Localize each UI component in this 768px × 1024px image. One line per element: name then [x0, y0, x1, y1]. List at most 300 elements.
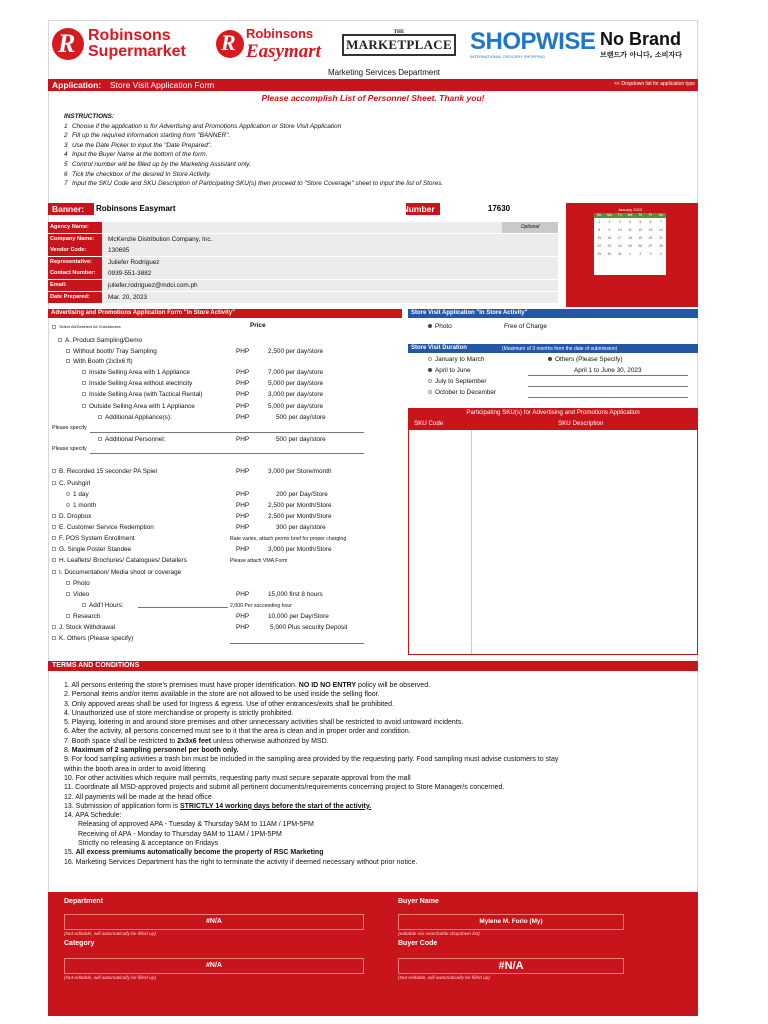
calendar-day[interactable]: 4: [659, 252, 662, 256]
ap-option[interactable]: [66, 491, 89, 498]
info-row: [48, 292, 558, 304]
department-field: #N/A: [64, 914, 364, 930]
info-field[interactable]: juliefer.rodriguez@mdci.com.ph: [102, 280, 558, 291]
calendar-day[interactable]: 12: [638, 228, 643, 232]
radio-icon[interactable]: [428, 357, 432, 361]
ap-option[interactable]: [52, 546, 131, 553]
logo-re-line2: Easymart: [246, 41, 321, 62]
text-entry-line[interactable]: [138, 607, 228, 608]
calendar-day[interactable]: 9: [608, 228, 611, 232]
buyer-code-field: #N/A: [398, 958, 624, 974]
ap-option[interactable]: [52, 635, 133, 642]
checkbox-icon[interactable]: [82, 381, 86, 385]
ap-option[interactable]: [52, 524, 154, 531]
ap-currency: PHP: [236, 613, 250, 620]
info-label: Vendor Code:: [48, 245, 102, 256]
terms-item: [64, 820, 664, 829]
checkbox-icon[interactable]: [66, 614, 70, 618]
calendar-day[interactable]: 18: [628, 236, 632, 240]
ap-option[interactable]: [66, 580, 90, 587]
instruction-number: 2: [64, 132, 68, 140]
terms-item: [64, 830, 664, 839]
ap-option-label: E. Customer Service Redemption: [59, 524, 154, 531]
calendar-day[interactable]: 4: [629, 220, 631, 224]
terms-item: [64, 848, 664, 857]
checkbox-icon[interactable]: [82, 392, 86, 396]
ap-option-label: B. Recorded 15 seconder PA Spiel: [59, 468, 157, 475]
checkbox-icon[interactable]: [52, 625, 56, 629]
calendar-month[interactable]: January 2023: [594, 207, 666, 213]
ap-currency: PHP: [236, 513, 250, 520]
calendar-day[interactable]: 7: [659, 220, 662, 224]
others-underline: [528, 375, 688, 376]
terms-bold-text: STRICTLY 14 working days before the start of the activity.: [179, 802, 372, 810]
store-visit-photo-option[interactable]: [428, 323, 452, 330]
ap-price: Rate varies, attach promo brief for proper charging: [230, 535, 347, 542]
terms-text: 13. Submission of application form is: [64, 802, 180, 810]
calendar-day[interactable]: 22: [597, 244, 602, 248]
ap-currency: PHP: [236, 414, 250, 421]
ap-form-title: Advertising and Promotions Application Form "In Store Activity": [48, 309, 402, 318]
instruction-text: Control number will be filled up by the Marketing Assistant only.: [72, 160, 251, 168]
ap-option-label: Photo: [73, 580, 90, 587]
ap-option-label: G. Single Poster Standee: [59, 546, 132, 553]
info-row: [48, 245, 558, 257]
terms-text: 16. Marketing Services Department has the right to terminate the activity if deemed necessary without prior notice.: [64, 858, 418, 866]
instruction-item: [64, 141, 624, 151]
info-row: [48, 234, 558, 246]
calendar-day[interactable]: 2: [608, 220, 611, 224]
ap-option-label: J. Stock Withdrawal: [59, 624, 116, 631]
checkbox-icon[interactable]: [52, 570, 56, 574]
calendar-day[interactable]: 1: [629, 252, 631, 256]
duration-note: (Maximum of 3 months from the date of submission): [502, 345, 618, 352]
calendar-day[interactable]: 11: [628, 228, 632, 232]
logo-sw-big: SHOPWISE: [470, 28, 596, 55]
please-specify-appliance-label: Please specify: [52, 425, 87, 431]
instruction-text: Choose if the application is for Advertising and Promotions Application or Store Visit Application: [72, 122, 342, 130]
ap-price: 500 per day/store: [276, 436, 326, 443]
application-type-select[interactable]: Store Visit Application Form: [110, 80, 215, 90]
ap-option-label: Additional Appliance(s):: [105, 414, 172, 421]
price-header: Price: [250, 322, 266, 329]
ap-price: 2,500 per day/store: [268, 348, 324, 355]
terms-item: [64, 811, 664, 820]
calendar-day[interactable]: 1: [598, 220, 601, 224]
others-underline-3: [528, 397, 688, 398]
checkbox-icon[interactable]: [66, 592, 70, 596]
ap-option-label: I. Documentation/ Media shoot or coverage: [59, 569, 182, 576]
ap-option[interactable]: [82, 602, 124, 609]
robinsons-r-icon: R: [52, 28, 84, 60]
ap-currency: PHP: [236, 348, 250, 355]
duration-option[interactable]: [428, 378, 487, 385]
ap-price: 300 per day/store: [276, 524, 326, 531]
logo-mp-big: MARKETPLACE: [346, 37, 452, 52]
category-label: Category: [64, 940, 95, 947]
info-row: [48, 257, 558, 269]
ap-currency: PHP: [236, 403, 250, 410]
terms-item: [64, 858, 664, 867]
info-field[interactable]: Mar. 20, 2023: [102, 292, 558, 303]
instruction-text: Input the Buyer Name at the bottom of the form.: [72, 151, 208, 159]
checkbox-icon[interactable]: [98, 415, 102, 419]
terms-text: 2. Personal items and/or items available in the store are not allowed to be used inside the selling floor.: [64, 691, 380, 699]
duration-option-label: July to September: [435, 378, 487, 385]
duration-others-value[interactable]: April 1 to June 30, 2023: [574, 367, 642, 374]
ap-option[interactable]: [52, 624, 115, 631]
ap-option-label: K. Others (Please specify): [59, 635, 134, 642]
buyer-code-label: Buyer Code: [398, 940, 438, 947]
instruction-item: [64, 160, 624, 170]
terms-text: 11. Coordinate all MSD-approved projects and submit all pertinent documents/requirements concerning project to Store Manager/s concerned.: [64, 784, 505, 792]
checkbox-icon[interactable]: [66, 359, 70, 363]
ap-option[interactable]: [52, 535, 135, 542]
ap-option[interactable]: [82, 369, 190, 376]
radio-icon[interactable]: [428, 390, 432, 394]
calendar-day[interactable]: 17: [617, 236, 622, 240]
sku-column-divider: [471, 430, 472, 654]
terms-item: [64, 774, 664, 783]
ap-option-label: Inside Selling Area without electricity: [89, 380, 193, 387]
terms-item: [64, 737, 664, 746]
calendar-day[interactable]: 27: [648, 244, 653, 248]
ap-price: 3,000 per Store/month: [268, 468, 332, 475]
calendar-weekday: Th: [635, 213, 645, 218]
application-label: Application:: [52, 80, 102, 90]
radio-icon[interactable]: [548, 357, 552, 361]
calendar-weekday: Fr: [645, 213, 655, 218]
ap-price: 7,000 per day/store: [268, 369, 324, 376]
calendar-weekday: Tu: [615, 213, 625, 218]
checkbox-icon[interactable]: [52, 469, 56, 473]
ap-currency: PHP: [236, 591, 250, 598]
checkbox-icon[interactable]: [82, 404, 86, 408]
terms-bold-text: NO ID NO ENTRY: [298, 682, 357, 689]
terms-item: [64, 727, 664, 736]
info-label: Date Prepared:: [48, 292, 102, 303]
terms-text: within the booth area in order to avoid littering: [64, 765, 206, 773]
calendar-day[interactable]: 14: [658, 228, 663, 232]
calendar-weekday: We: [625, 213, 635, 218]
ap-option[interactable]: [58, 337, 142, 344]
ap-price: 10,000 per Day/Store: [268, 613, 329, 620]
ap-currency: PHP: [236, 369, 250, 376]
ap-option[interactable]: [52, 468, 157, 475]
logo-rs-line2: Supermarket: [88, 43, 186, 60]
robinsons-supermarket-logo: [52, 26, 212, 66]
please-specify-personnel-label: Please specify: [52, 446, 87, 452]
info-row: [48, 268, 558, 280]
sku-title: Participating SKU(s) for Advertising and Promotions Application: [466, 409, 640, 416]
info-field[interactable]: [102, 222, 558, 233]
instruction-text: Use the Date Picker to input the "Date Prepared".: [72, 141, 212, 149]
ap-option-label: Without booth/ Tray Sampling: [73, 348, 157, 355]
ap-option-label: Outside Selling Area with 1 Appliance: [89, 403, 195, 410]
instruction-item: [64, 170, 624, 180]
select-all-checkbox[interactable]: [52, 324, 121, 329]
text-entry-line[interactable]: [230, 643, 364, 644]
info-row: [48, 280, 558, 292]
sku-code-header: SKU Code: [414, 420, 444, 427]
buyer-name-select[interactable]: Mylene M. Forio (My): [398, 914, 624, 930]
checkbox-icon[interactable]: [52, 525, 56, 529]
terms-item: [64, 690, 664, 699]
terms-item: [64, 700, 664, 709]
ap-currency: PHP: [236, 502, 250, 509]
calendar-day[interactable]: 6: [649, 220, 652, 224]
ap-currency: PHP: [236, 524, 250, 531]
radio-icon[interactable]: [66, 503, 70, 507]
instruction-text: Tick the checkbox of the desired In Store Activity.: [72, 170, 211, 178]
marketplace-logo: [342, 30, 456, 56]
ap-option[interactable]: [66, 502, 96, 509]
buyer-code-note: (Not editable, will automatically be filled up): [398, 976, 490, 981]
ap-option[interactable]: [66, 591, 89, 598]
notice-text: Please accomplish List of Personnel Sheet. Thank you!: [261, 93, 485, 103]
ap-option[interactable]: [98, 436, 165, 443]
terms-item: [64, 709, 664, 718]
ap-currency: PHP: [236, 380, 250, 387]
ap-price: 3,000 per Month/Store: [268, 546, 332, 553]
ap-option[interactable]: [52, 557, 187, 564]
terms-item: [64, 802, 664, 811]
info-field[interactable]: Juliefer Rodriguez: [102, 257, 558, 268]
calendar-day[interactable]: 25: [628, 244, 632, 248]
sku-description-header: SKU Description: [558, 420, 604, 427]
ap-price: 5,000 Plus security Deposit: [270, 624, 348, 631]
instruction-item: [64, 179, 624, 189]
ap-option[interactable]: [52, 513, 91, 520]
radio-icon[interactable]: [428, 379, 432, 383]
category-note: (Not editable, will automatically be filled up): [64, 976, 156, 981]
department-note: (Not editable, will automatically be filled up): [64, 932, 156, 937]
calendar-day[interactable]: 21: [658, 236, 663, 240]
calendar-day[interactable]: 26: [638, 244, 643, 248]
duration-header: [408, 344, 698, 353]
vendor-info-table: [48, 222, 558, 303]
checkbox-icon[interactable]: [66, 349, 70, 353]
date-picker-calendar[interactable]: [594, 207, 666, 275]
calendar-day[interactable]: 20: [648, 236, 653, 240]
calendar-day[interactable]: 31: [617, 252, 622, 256]
shopwise-logo: [470, 28, 596, 64]
radio-icon[interactable]: [428, 324, 432, 328]
calendar-day[interactable]: 5: [639, 220, 642, 224]
terms-item: [64, 793, 664, 802]
calendar-day[interactable]: 10: [617, 228, 622, 232]
terms-bold-text: Maximum of 2 sampling personnel per booth only.: [71, 747, 239, 755]
sku-header: [408, 408, 698, 429]
instruction-text: Fill up the required information starting from "BANNER".: [72, 132, 231, 140]
footer-panel: [48, 892, 698, 1016]
terms-text: 1. All persons entering the store's premises must have proper identification.: [64, 682, 299, 689]
ap-option-label: 1 month: [73, 502, 97, 509]
buyer-name-note: (editable via searchable dropdown list): [398, 932, 480, 937]
duration-others-option[interactable]: [548, 356, 622, 363]
calendar-day[interactable]: 24: [617, 244, 622, 248]
instruction-number: 7: [64, 180, 68, 188]
terms-bold-text: All excess premiums automatically become the property of RSC Marketing: [75, 849, 324, 857]
store-visit-section: [408, 309, 698, 318]
please-specify-appliance-field[interactable]: [90, 432, 364, 433]
terms-list: [64, 681, 664, 867]
checkbox-icon[interactable]: [52, 514, 56, 518]
ap-option[interactable]: [82, 403, 195, 410]
ap-price: Please attach VMA Form: [230, 557, 288, 564]
checkbox-icon[interactable]: [52, 547, 56, 551]
ap-option[interactable]: [98, 414, 172, 421]
instruction-number: 6: [64, 170, 68, 178]
terms-item: [64, 765, 664, 774]
instruction-number: 4: [64, 151, 68, 159]
info-field[interactable]: 0939-551-3882: [102, 268, 558, 279]
calendar-day[interactable]: 3: [649, 252, 652, 256]
info-field[interactable]: 130695: [102, 245, 558, 256]
duration-option[interactable]: [428, 356, 484, 363]
no-brand-logo: [600, 30, 696, 64]
robinsons-r-icon: R: [216, 30, 244, 58]
ap-option[interactable]: [52, 569, 181, 576]
calendar-day[interactable]: 16: [607, 236, 612, 240]
calendar-day[interactable]: 30: [607, 252, 612, 256]
info-label: Contact Number:: [48, 268, 102, 279]
info-label: Representative:: [48, 257, 102, 268]
terms-text: 4. Unauthorized use of store merchandise or property is strictly prohibited.: [64, 709, 294, 717]
duration-option[interactable]: [428, 367, 471, 374]
duration-option-label: January to March: [435, 356, 485, 363]
ap-price: 5,000 per day/store: [268, 403, 324, 410]
ap-currency: PHP: [236, 468, 250, 475]
ap-option[interactable]: [82, 391, 203, 398]
ap-option[interactable]: [52, 480, 90, 487]
checkbox-icon[interactable]: [82, 603, 86, 607]
store-visit-title: Store Visit Application "In Store Activity": [408, 309, 698, 318]
checkbox-icon[interactable]: [58, 338, 62, 342]
radio-icon[interactable]: [66, 492, 70, 496]
sku-table[interactable]: [408, 429, 698, 655]
ap-currency: PHP: [236, 624, 250, 631]
terms-text: 15.: [64, 849, 76, 857]
duration-title: Store Visit Duration: [411, 345, 467, 351]
ap-option[interactable]: [82, 380, 192, 387]
duration-option-label: April to June: [435, 367, 471, 374]
calendar-day[interactable]: 8: [598, 228, 601, 232]
ap-option-label: A. Product Sampling/Demo: [65, 337, 143, 344]
control-number-field[interactable]: 17630: [440, 203, 558, 215]
instruction-item: [64, 122, 624, 132]
ap-currency: PHP: [236, 546, 250, 553]
ap-currency: PHP: [236, 491, 250, 498]
info-field[interactable]: McKenzie Distribution Company, Inc.: [102, 234, 558, 245]
terms-bold-text: 2x3x6 feet: [177, 737, 212, 745]
terms-text: 10. For other activities which require mall permits, requesting party must secure separate approval from the mall: [64, 774, 411, 782]
control-number-label: Control Number: [370, 204, 435, 214]
terms-text: 6. After the activity, all persons concerned must see to it that the area is clean and in proper order and condition.: [64, 728, 411, 736]
calendar-day[interactable]: 3: [618, 220, 621, 224]
application-bar: [48, 79, 698, 91]
ap-price: 500 per day/store: [276, 414, 326, 421]
terms-text: 5. Playing, loitering in and around store premises and other unnecessary activities shall be restricted to avoid untoward incidents.: [64, 719, 464, 727]
ap-option-label: F. POS System Enrollment: [59, 535, 135, 542]
checkbox-icon[interactable]: [52, 536, 56, 540]
ap-option-label: Add'l Hours:: [89, 602, 124, 609]
ap-option[interactable]: [66, 358, 133, 365]
duration-option[interactable]: [428, 389, 496, 396]
calendar-day[interactable]: 28: [658, 244, 663, 248]
info-label: Email:: [48, 280, 102, 291]
calendar-weekday: Su: [594, 213, 604, 218]
ap-price: 3,000 per day/store: [268, 391, 324, 398]
checkbox-icon[interactable]: [82, 370, 86, 374]
calendar-weekday: Sa: [656, 213, 666, 218]
checkbox-icon[interactable]: [66, 581, 70, 585]
checkbox-icon[interactable]: [52, 636, 56, 640]
terms-text: Receiving of APA - Monday to Thursday 9AM to 11AM / 1PM-5PM: [78, 830, 282, 838]
banner-label: Banner:: [52, 204, 85, 214]
ap-form-section: [48, 309, 402, 318]
checkbox-icon[interactable]: [52, 325, 56, 329]
calendar-day[interactable]: 29: [597, 252, 602, 256]
ap-price: 2,500 per Month/Store: [268, 513, 332, 520]
please-specify-personnel-field[interactable]: [90, 453, 364, 454]
ap-option[interactable]: [66, 613, 100, 620]
calendar-day[interactable]: 23: [607, 244, 612, 248]
ap-option[interactable]: [66, 348, 157, 355]
instruction-text: Input the SKU Code and SKU Description of Participating SKU(s) then proceed to "Store Coverage" sheet to input the list of Stores.: [72, 180, 444, 188]
ap-option-label: Inside Selling Area with 1 Appliance: [89, 369, 190, 376]
terms-header: [48, 661, 698, 671]
banner-row: [48, 203, 558, 215]
robinsons-easymart-logo: [216, 24, 328, 66]
logo-rs-line1: Robinsons: [88, 27, 171, 44]
department-label: Department: [64, 898, 103, 905]
terms-text: 8.: [64, 747, 72, 755]
calendar-day[interactable]: 13: [648, 228, 653, 232]
radio-icon[interactable]: [428, 368, 432, 372]
ap-option-label: Inside Selling Area (with Tactical Rental): [89, 391, 203, 398]
instructions-list: [64, 122, 624, 189]
ap-price: 2,500 per Month/Store: [268, 502, 332, 509]
terms-item: [64, 839, 664, 848]
checkbox-icon[interactable]: [52, 481, 56, 485]
logo-re-line1: Robinsons: [246, 26, 314, 41]
calendar-day[interactable]: 2: [639, 252, 642, 256]
category-field: #N/A: [64, 958, 364, 974]
others-label: Others (Please Specify): [555, 356, 623, 363]
ap-option-label: Research: [73, 613, 101, 620]
ap-currency: PHP: [236, 436, 250, 443]
instructions-title: INSTRUCTIONS:: [64, 113, 115, 120]
instruction-item: [64, 131, 624, 141]
ap-option-label: C. Pushgirl: [59, 480, 91, 487]
ap-price: 2,000 Per succeeding hour: [230, 602, 293, 609]
select-all-label: Select All/Deselect All Checkboxes: [59, 324, 121, 329]
ap-price: 5,000 per day/store: [268, 380, 324, 387]
info-label: Agency Name:: [48, 222, 102, 233]
checkbox-icon[interactable]: [52, 558, 56, 562]
ap-price: 200 per Day/Store: [276, 491, 328, 498]
ap-price: 15,000 first 8 hours: [268, 591, 323, 598]
photo-label: Photo: [435, 323, 452, 330]
instruction-number: 1: [64, 122, 68, 130]
checkbox-icon[interactable]: [98, 437, 102, 441]
calendar-days: [594, 218, 666, 258]
calendar-day[interactable]: 19: [638, 236, 643, 240]
terms-text: unless otherwise authorized by MSD.: [211, 737, 329, 745]
calendar-day[interactable]: 15: [597, 236, 602, 240]
banner-select[interactable]: Robinsons Easymart: [94, 203, 406, 215]
